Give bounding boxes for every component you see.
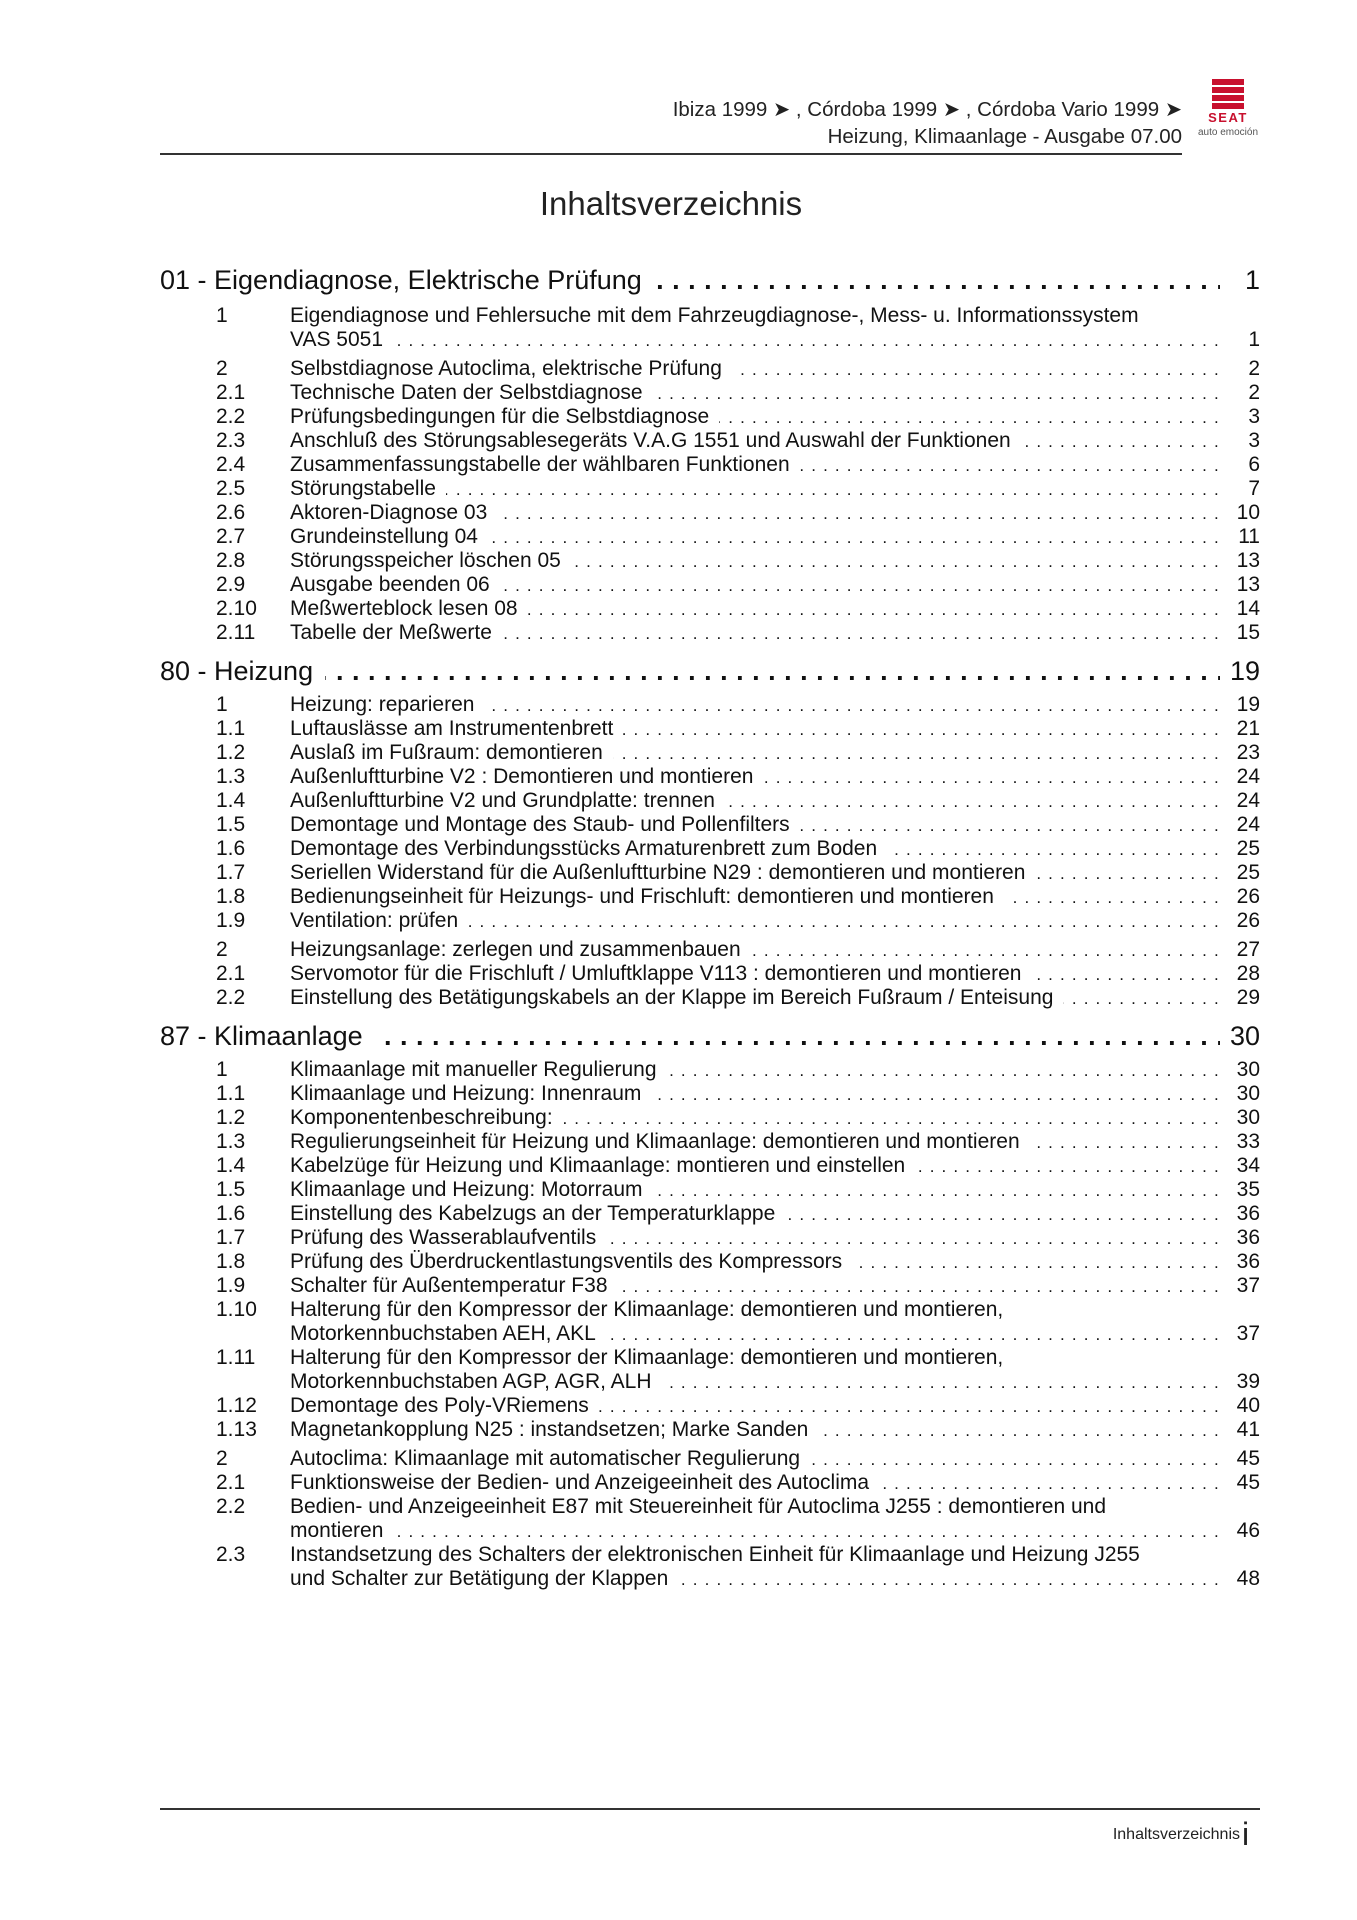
toc-entry[interactable]	[160, 1202, 1260, 1226]
entry-page-number: 46	[1236, 1519, 1260, 1542]
entry-number: 2.8	[216, 549, 246, 572]
entry-title: Störungstabelle	[290, 477, 446, 500]
entry-title: Motorkennbuchstaben AEH, AKL	[290, 1322, 606, 1345]
entry-title: Demontage und Montage des Staub- und Pollenfilters	[290, 813, 800, 836]
entry-line	[290, 1058, 1220, 1082]
entry-page-number: 3	[1248, 429, 1260, 452]
entry-title: Halterung für den Kompressor der Klimaanlage: demontieren und montieren,	[290, 1298, 1004, 1321]
toc-entry[interactable]	[160, 813, 1260, 837]
entry-line	[290, 837, 1220, 861]
entry-line	[290, 549, 1220, 573]
entry-line	[290, 1250, 1220, 1274]
toc-entry[interactable]	[160, 1154, 1260, 1178]
entry-line	[290, 477, 1220, 501]
entry-line	[290, 1567, 1220, 1591]
entry-title: und Schalter zur Betätigung der Klappen	[290, 1567, 678, 1590]
entry-line	[290, 1178, 1220, 1202]
toc-entry[interactable]	[160, 573, 1260, 597]
entry-title: Regulierungseinheit für Heizung und Klimaanlage: demontieren und montieren	[290, 1130, 1030, 1153]
entry-line	[290, 1154, 1220, 1178]
entry-line	[290, 1519, 1220, 1543]
entry-line	[290, 789, 1220, 813]
entry-title: Einstellung des Kabelzugs an der Temperaturklappe	[290, 1202, 785, 1225]
entry-title: Komponentenbeschreibung:	[290, 1106, 563, 1129]
toc-entry[interactable]	[160, 938, 1260, 962]
entry-page-number: 45	[1236, 1471, 1260, 1494]
footer-divider	[160, 1808, 1260, 1810]
entry-title: Heizungsanlage: zerlegen und zusammenbauen	[290, 938, 751, 961]
section-page-number: 19	[1229, 656, 1260, 686]
toc-entry[interactable]	[160, 1250, 1260, 1274]
entry-page-number: 24	[1236, 813, 1260, 836]
toc-entry[interactable]	[160, 1178, 1260, 1202]
entry-line	[290, 1370, 1220, 1394]
entry-title: VAS 5051	[290, 328, 393, 351]
entry-number: 2.1	[216, 1471, 246, 1494]
entry-page-number: 29	[1236, 986, 1260, 1009]
entry-line	[290, 986, 1220, 1010]
entry-number: 1.3	[216, 1130, 246, 1153]
entry-line	[290, 717, 1220, 741]
header-divider	[160, 153, 1182, 155]
entry-title: Halterung für den Kompressor der Klimaanlage: demontieren und montieren,	[290, 1346, 1004, 1369]
entry-page-number: 24	[1236, 765, 1260, 788]
entry-title: Magnetankopplung N25 : instandsetzen; Marke Sanden	[290, 1418, 818, 1441]
toc-entry[interactable]	[160, 477, 1260, 501]
entry-number: 1.8	[216, 1250, 246, 1273]
entry-page-number: 35	[1236, 1178, 1260, 1201]
entry-line	[290, 357, 1220, 381]
entry-number: 1.3	[216, 765, 246, 788]
page-title: Inhaltsverzeichnis	[539, 185, 803, 222]
entry-page-number: 2	[1248, 357, 1260, 380]
entry-page-number: 33	[1236, 1130, 1260, 1153]
entry-page-number: 37	[1236, 1322, 1260, 1345]
table-of-contents	[160, 262, 1260, 1591]
toc-entry[interactable]	[160, 357, 1260, 381]
entry-line	[290, 1418, 1220, 1442]
entry-title: Anschluß des Störungsablesegeräts V.A.G 1551 und Auswahl der Funktionen	[290, 429, 1021, 452]
entry-line	[290, 1130, 1220, 1154]
entry-line	[290, 909, 1220, 933]
toc-entry[interactable]	[160, 525, 1260, 549]
entry-title: Schalter für Außentemperatur F38	[290, 1274, 618, 1297]
entry-line	[290, 501, 1220, 525]
entry-line	[290, 1471, 1220, 1495]
entry-line	[290, 885, 1220, 909]
entry-number: 2.10	[216, 597, 257, 620]
entry-page-number: 6	[1248, 453, 1260, 476]
entry-line	[290, 1322, 1220, 1346]
entry-line	[290, 453, 1220, 477]
toc-section[interactable]	[160, 653, 1260, 689]
entry-line	[290, 765, 1220, 789]
section-title: 87 - Klimaanlage	[160, 1021, 375, 1052]
entry-number: 2	[216, 1447, 228, 1470]
toc-entry[interactable]	[160, 1418, 1260, 1442]
entry-page-number: 21	[1236, 717, 1260, 740]
toc-entry[interactable]	[160, 1346, 1260, 1394]
entry-page-number: 36	[1236, 1226, 1260, 1249]
entry-page-number: 3	[1248, 405, 1260, 428]
entry-page-number: 48	[1236, 1567, 1260, 1590]
toc-entry[interactable]	[160, 621, 1260, 645]
entry-title: Luftauslässe am Instrumentenbrett	[290, 717, 623, 740]
entry-number: 1	[216, 1058, 228, 1081]
toc-entry[interactable]	[160, 765, 1260, 789]
entry-title: Einstellung des Betätigungskabels an der Klappe im Bereich Fußraum / Enteisung	[290, 986, 1063, 1009]
entry-number: 2.3	[216, 1543, 246, 1566]
entry-title: Aktoren-Diagnose 03	[290, 501, 497, 524]
toc-section[interactable]	[160, 262, 1260, 298]
toc-entry[interactable]	[160, 1130, 1260, 1154]
toc-entry[interactable]	[160, 1447, 1260, 1471]
entry-number: 2.7	[216, 525, 246, 548]
entry-line	[290, 1543, 1220, 1567]
entry-number: 2.2	[216, 405, 246, 428]
toc-section[interactable]	[160, 1018, 1260, 1054]
entry-page-number: 30	[1236, 1106, 1260, 1129]
entry-page-number: 14	[1236, 597, 1260, 620]
entry-number: 2	[216, 938, 228, 961]
entry-number: 2.11	[216, 621, 256, 644]
entry-title: Technische Daten der Selbstdiagnose	[290, 381, 653, 404]
entry-title: Ausgabe beenden 06	[290, 573, 500, 596]
entry-line	[290, 962, 1220, 986]
entry-line	[290, 813, 1220, 837]
entry-line	[290, 621, 1220, 645]
entry-number: 1.7	[216, 861, 246, 884]
entry-page-number: 11	[1238, 525, 1260, 548]
entry-number: 1.6	[216, 1202, 246, 1225]
entry-page-number: 27	[1236, 938, 1260, 961]
entry-number: 1.5	[216, 813, 246, 836]
entry-number: 1.13	[216, 1418, 257, 1441]
entry-page-number: 41	[1236, 1418, 1260, 1441]
entry-page-number: 28	[1236, 962, 1260, 985]
entry-page-number: 1	[1248, 328, 1260, 351]
entry-number: 2.1	[216, 381, 246, 404]
entry-title: Auslaß im Fußraum: demontieren	[290, 741, 613, 764]
entry-title: Eigendiagnose und Fehlersuche mit dem Fahrzeugdiagnose-, Mess- u. Informationssystem	[290, 304, 1139, 327]
entry-number: 1.8	[216, 885, 246, 908]
entry-page-number: 13	[1236, 549, 1260, 572]
entry-number: 1	[216, 304, 228, 327]
entry-title: Funktionsweise der Bedien- und Anzeigeeinheit des Autoclima	[290, 1471, 879, 1494]
entry-title: Außenluftturbine V2 : Demontieren und montieren	[290, 765, 763, 788]
entry-line	[290, 1495, 1220, 1519]
entry-number: 2.6	[216, 501, 246, 524]
toc-entry[interactable]	[160, 1394, 1260, 1418]
entry-line	[290, 1447, 1220, 1471]
entry-page-number: 34	[1236, 1154, 1260, 1177]
entry-line	[290, 573, 1220, 597]
toc-entry[interactable]	[160, 597, 1260, 621]
entry-title: Motorkennbuchstaben AGP, AGR, ALH	[290, 1370, 662, 1393]
toc-entry[interactable]	[160, 501, 1260, 525]
seat-logo-icon	[1188, 77, 1268, 111]
entry-page-number: 26	[1236, 885, 1260, 908]
entry-line	[290, 1106, 1220, 1130]
toc-entry[interactable]	[160, 304, 1260, 352]
entry-page-number: 36	[1236, 1202, 1260, 1225]
toc-entry[interactable]	[160, 693, 1260, 717]
header-subtitle: Heizung, Klimaanlage - Ausgabe 07.00	[827, 125, 1182, 148]
entry-number: 2.2	[216, 1495, 246, 1518]
entry-page-number: 45	[1236, 1447, 1260, 1470]
entry-line	[290, 1082, 1220, 1106]
entry-page-number: 19	[1236, 693, 1260, 716]
footer-page-number: i	[1242, 1816, 1250, 1852]
entry-number: 1.2	[216, 1106, 246, 1129]
entry-line	[290, 405, 1220, 429]
entry-title: Klimaanlage und Heizung: Motorraum	[290, 1178, 653, 1201]
entry-title: Grundeinstellung 04	[290, 525, 488, 548]
entry-page-number: 2	[1248, 381, 1260, 404]
section-title: 01 - Eigendiagnose, Elektrische Prüfung	[160, 265, 654, 296]
entry-number: 1.5	[216, 1178, 246, 1201]
entry-page-number: 7	[1248, 477, 1260, 500]
toc-entry[interactable]	[160, 453, 1260, 477]
toc-entry[interactable]	[160, 789, 1260, 813]
entry-page-number: 10	[1236, 501, 1260, 524]
entry-title: Prüfung des Überdruckentlastungsventils des Kompressors	[290, 1250, 852, 1273]
toc-entry[interactable]	[160, 1543, 1260, 1591]
entry-title: Bedienungseinheit für Heizungs- und Frischluft: demontieren und montieren	[290, 885, 1004, 908]
entry-line	[290, 1394, 1220, 1418]
entry-number: 1	[216, 693, 228, 716]
entry-line	[290, 1226, 1220, 1250]
toc-entry[interactable]	[160, 381, 1260, 405]
entry-title: Außenluftturbine V2 und Grundplatte: trennen	[290, 789, 725, 812]
toc-entry[interactable]	[160, 1058, 1260, 1082]
toc-entry[interactable]	[160, 1298, 1260, 1346]
entry-title: Meßwerteblock lesen 08	[290, 597, 528, 620]
entry-line	[290, 381, 1220, 405]
entry-number: 1.4	[216, 1154, 246, 1177]
entry-page-number: 25	[1236, 837, 1260, 860]
entry-line	[290, 429, 1220, 453]
footer-label: Inhaltsverzeichnis	[1112, 1826, 1240, 1843]
entry-line	[290, 597, 1220, 621]
toc-entry[interactable]	[160, 909, 1260, 933]
toc-entry[interactable]	[160, 1106, 1260, 1130]
entry-line	[290, 861, 1220, 885]
entry-title: Störungsspeicher löschen 05	[290, 549, 571, 572]
entry-page-number: 36	[1236, 1250, 1260, 1273]
entry-title: Tabelle der Meßwerte	[290, 621, 502, 644]
toc-entry[interactable]	[160, 837, 1260, 861]
entry-page-number: 30	[1236, 1058, 1260, 1081]
entry-title: Instandsetzung des Schalters der elektronischen Einheit für Klimaanlage und Heizung J255	[290, 1543, 1140, 1566]
entry-title: Klimaanlage mit manueller Regulierung	[290, 1058, 667, 1081]
section-page-number: 1	[1244, 265, 1260, 295]
entry-number: 2.5	[216, 477, 246, 500]
entry-page-number: 39	[1236, 1370, 1260, 1393]
logo-wordmark: SEAT	[1208, 110, 1248, 125]
toc-entry[interactable]	[160, 885, 1260, 909]
entry-title: Demontage des Verbindungsstücks Armaturenbrett zum Boden	[290, 837, 887, 860]
entry-title: Bedien- und Anzeigeeinheit E87 mit Steuereinheit für Autoclima J255 : demontieren und	[290, 1495, 1107, 1518]
document-header	[160, 96, 1182, 150]
entry-number: 1.10	[216, 1298, 257, 1321]
entry-line	[290, 304, 1220, 328]
entry-line	[290, 328, 1220, 352]
entry-page-number: 24	[1236, 789, 1260, 812]
toc-entry[interactable]	[160, 1471, 1260, 1495]
entry-page-number: 40	[1236, 1394, 1260, 1417]
entry-number: 1.6	[216, 837, 246, 860]
entry-title: Demontage des Poly-VRiemens	[290, 1394, 599, 1417]
entry-title: Klimaanlage und Heizung: Innenraum	[290, 1082, 651, 1105]
entry-page-number: 13	[1236, 573, 1260, 596]
entry-number: 2.1	[216, 962, 246, 985]
toc-entry[interactable]	[160, 741, 1260, 765]
entry-line	[290, 1274, 1220, 1298]
entry-title: Prüfungsbedingungen für die Selbstdiagnose	[290, 405, 719, 428]
entry-line	[290, 525, 1220, 549]
entry-title: Selbstdiagnose Autoclima, elektrische Prüfung	[290, 357, 732, 380]
seat-logo	[1188, 77, 1268, 145]
entry-number: 2	[216, 357, 228, 380]
toc-entry[interactable]	[160, 717, 1260, 741]
entry-page-number: 26	[1236, 909, 1260, 932]
entry-title: Autoclima: Klimaanlage mit automatischer Regulierung	[290, 1447, 810, 1470]
entry-title: Heizung: reparieren	[290, 693, 484, 716]
entry-title: Kabelzüge für Heizung und Klimaanlage: montieren und einstellen	[290, 1154, 915, 1177]
entry-title: Zusammenfassungstabelle der wählbaren Funktionen	[290, 453, 800, 476]
entry-number: 1.1	[216, 717, 246, 740]
entry-line	[290, 1202, 1220, 1226]
toc-entry[interactable]	[160, 1082, 1260, 1106]
entry-title: Ventilation: prüfen	[290, 909, 468, 932]
entry-number: 2.9	[216, 573, 246, 596]
header-models: Ibiza 1999 ➤ , Córdoba 1999 ➤ , Córdoba Vario 1999 ➤	[672, 98, 1182, 121]
entry-number: 2.4	[216, 453, 246, 476]
toc-entry[interactable]	[160, 1274, 1260, 1298]
toc-entry[interactable]	[160, 986, 1260, 1010]
toc-entry[interactable]	[160, 405, 1260, 429]
toc-entry[interactable]	[160, 861, 1260, 885]
entry-line	[290, 741, 1220, 765]
entry-number: 1.11	[216, 1346, 256, 1369]
toc-entry[interactable]	[160, 1495, 1260, 1543]
entry-number: 2.3	[216, 429, 246, 452]
entry-title: Seriellen Widerstand für die Außenluftturbine N29 : demontieren und montieren	[290, 861, 1035, 884]
entry-number: 1.2	[216, 741, 246, 764]
toc-entry[interactable]	[160, 1226, 1260, 1250]
section-page-number: 30	[1229, 1021, 1260, 1051]
entry-number: 1.7	[216, 1226, 246, 1249]
entry-title: Servomotor für die Frischluft / Umluftklappe V113 : demontieren und montieren	[290, 962, 1031, 985]
entry-page-number: 23	[1236, 741, 1260, 764]
entry-number: 1.12	[216, 1394, 257, 1417]
toc-entry[interactable]	[160, 962, 1260, 986]
section-title: 80 - Heizung	[160, 656, 325, 687]
entry-number: 1.1	[216, 1082, 246, 1105]
toc-entry[interactable]	[160, 549, 1260, 573]
toc-entry[interactable]	[160, 429, 1260, 453]
entry-line	[290, 1346, 1220, 1370]
entry-line	[290, 938, 1220, 962]
entry-title: Prüfung des Wasserablaufventils	[290, 1226, 606, 1249]
entry-number: 1.4	[216, 789, 246, 812]
entry-number: 1.9	[216, 1274, 246, 1297]
entry-line	[290, 1298, 1220, 1322]
entry-title: montieren	[290, 1519, 393, 1542]
entry-line	[290, 693, 1220, 717]
entry-page-number: 30	[1236, 1082, 1260, 1105]
entry-page-number: 15	[1236, 621, 1260, 644]
entry-page-number: 37	[1236, 1274, 1260, 1297]
entry-page-number: 25	[1236, 861, 1260, 884]
logo-tagline: auto emoción	[1197, 127, 1259, 138]
entry-number: 2.2	[216, 986, 246, 1009]
entry-number: 1.9	[216, 909, 246, 932]
